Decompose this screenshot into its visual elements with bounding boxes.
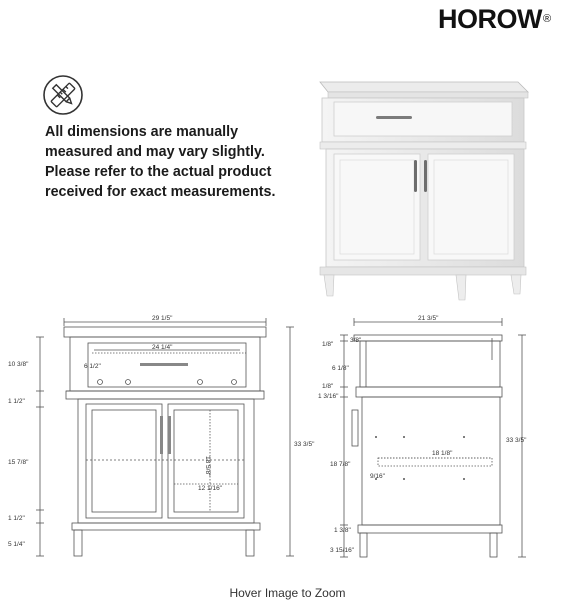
drawer-depth-label: 6 1/8" bbox=[332, 365, 349, 372]
top-offset-label: 3/8" bbox=[350, 337, 362, 344]
shelf-gap-label: 1/8" bbox=[322, 383, 334, 390]
door-height-label: 15 7/8" bbox=[8, 459, 29, 466]
top-section-label: 10 3/8" bbox=[8, 361, 29, 368]
rail-bottom-label: 1 1/2" bbox=[8, 515, 25, 522]
side-total-height-label: 33 3/5" bbox=[506, 437, 527, 444]
vanity-photo bbox=[316, 72, 532, 304]
drawer-height-label: 6 1/2" bbox=[84, 363, 101, 370]
measurement-notice: All dimensions are manually measured and may vary slightly. Please refer to the actual product received for exact measurements. bbox=[45, 124, 276, 200]
leg-height-label: 5 1/4" bbox=[8, 541, 25, 548]
zoom-hint: Hover Image to Zoom bbox=[229, 586, 346, 600]
inner-height-label: 18 5/8" bbox=[204, 456, 211, 477]
front-width-label: 29 1/5" bbox=[152, 315, 173, 322]
top-thickness-label: 1/8" bbox=[322, 341, 334, 348]
back-gap-label: 9/16" bbox=[370, 473, 385, 480]
base-rail-label: 1 3/8" bbox=[334, 527, 351, 534]
brand-logo: HOROW® bbox=[438, 4, 551, 34]
rail-top-label: 1 1/2" bbox=[8, 398, 25, 405]
shelf-thickness-label: 1 3/16" bbox=[318, 393, 339, 400]
ruler-pencil-icon bbox=[42, 74, 84, 116]
side-leg-height-label: 3 15/16" bbox=[330, 547, 354, 554]
dimension-drawing bbox=[0, 308, 575, 568]
drawer-width-label: 24 1/4" bbox=[152, 344, 173, 351]
inner-depth-label: 18 1/8" bbox=[432, 450, 453, 457]
inner-width-label: 12 1/16" bbox=[198, 485, 222, 492]
cabinet-height-label: 18 7/8" bbox=[330, 461, 351, 468]
front-total-height-label: 33 3/5" bbox=[294, 441, 315, 448]
side-depth-label: 21 3/5" bbox=[418, 315, 439, 322]
